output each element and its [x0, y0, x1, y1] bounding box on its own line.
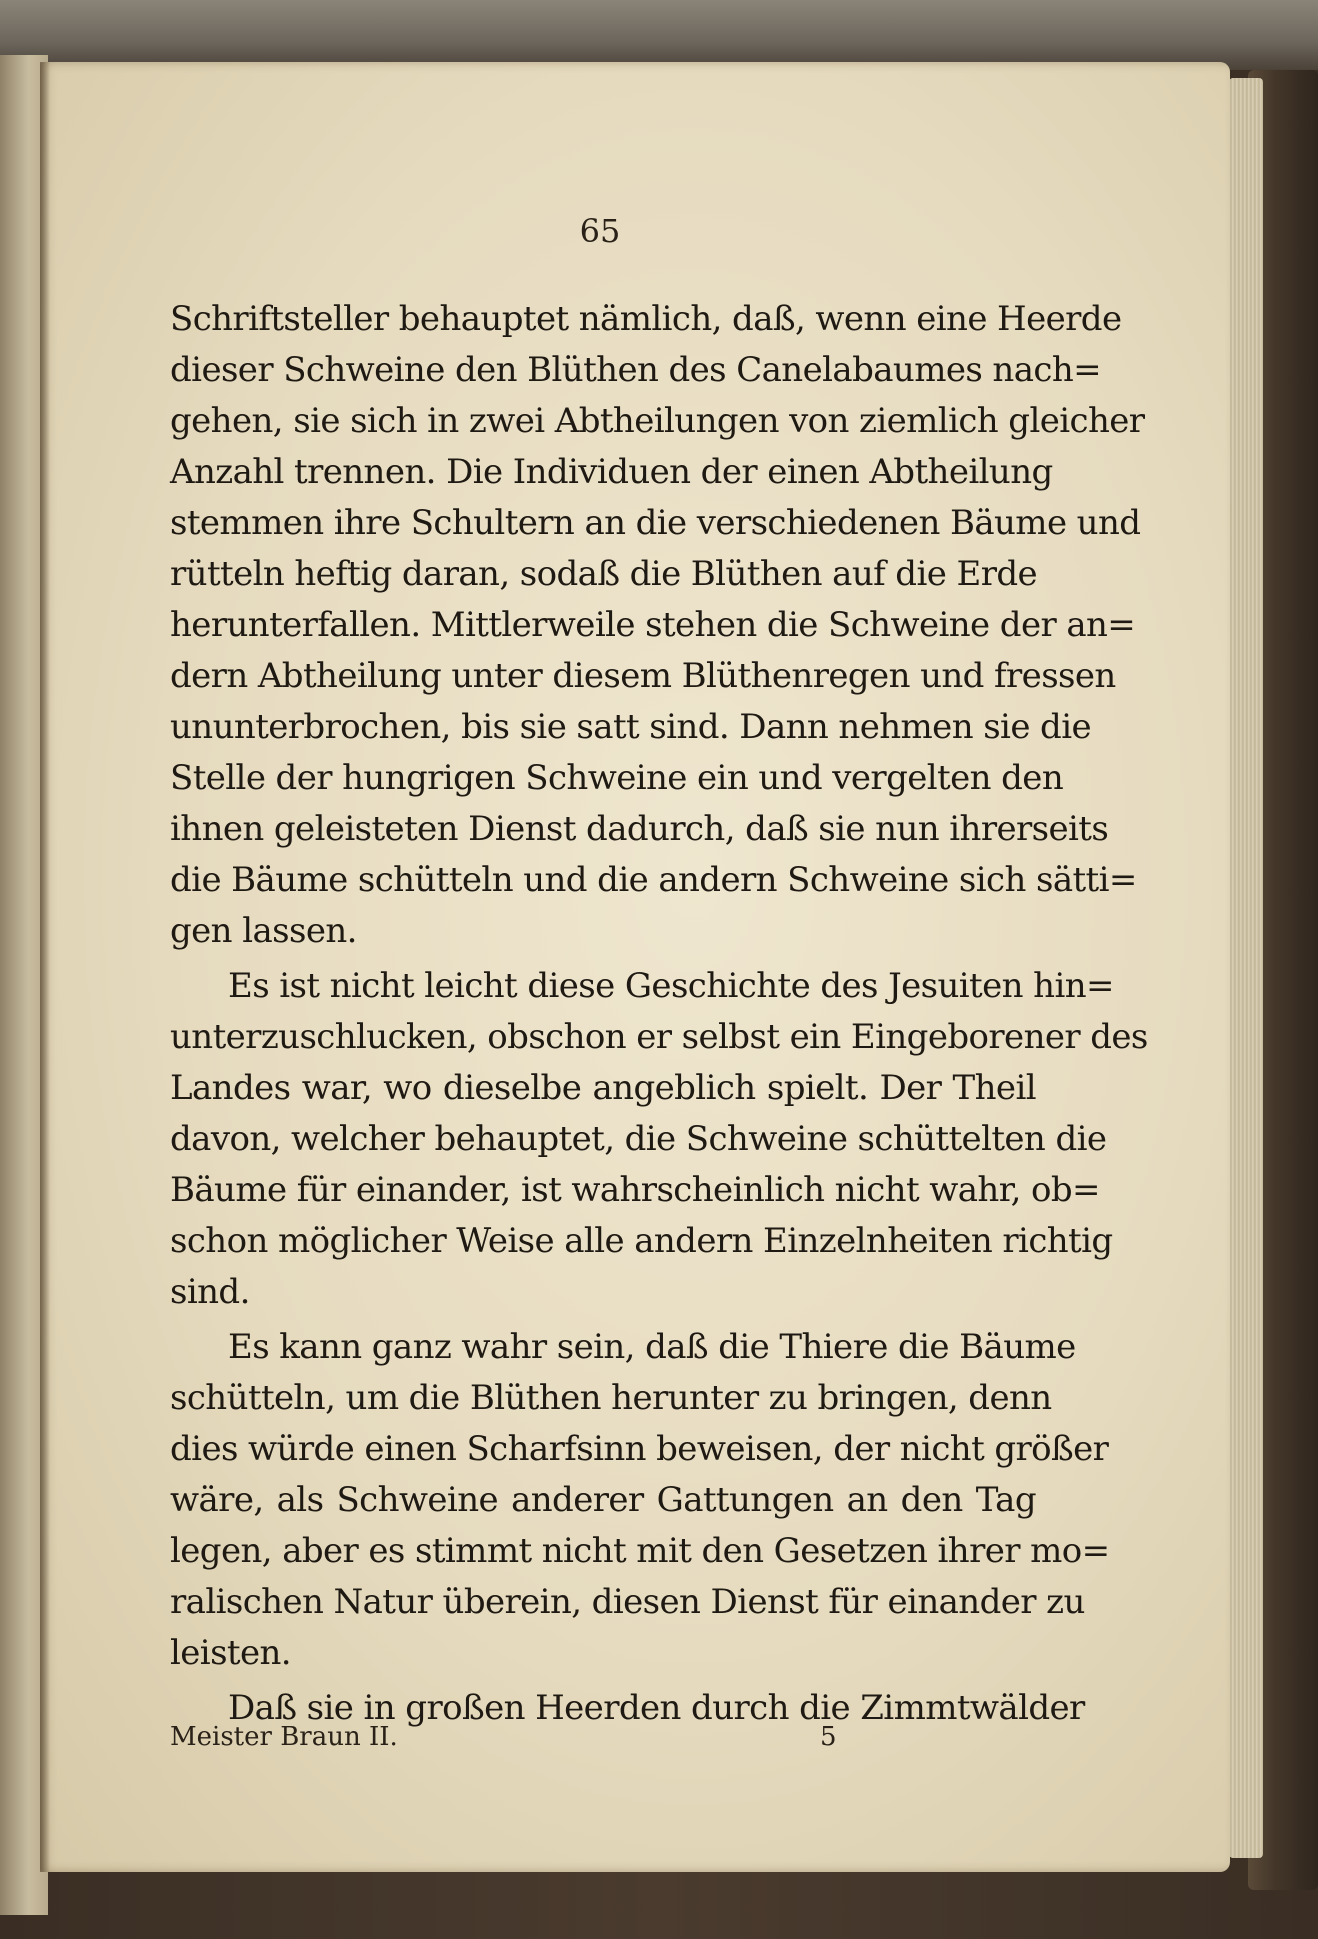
- book-page: [40, 62, 1230, 1872]
- text-line: rütteln heftig daran, sodaß die Blüthen auf die Erde: [170, 554, 1038, 594]
- page-gutter-shadow: [40, 62, 50, 1872]
- text-line: dieser Schweine den Blüthen des Canelabaumes nach=: [170, 350, 1102, 390]
- text-line: ununterbrochen, bis sie satt sind. Dann nehmen sie die: [170, 707, 1092, 747]
- text-line: Stelle der hungrigen Schweine ein und vergelten den: [170, 758, 1064, 798]
- text-line: schon möglicher Weise alle andern Einzelnheiten richtig: [170, 1221, 1113, 1261]
- text-line: Daß sie in großen Heerden durch die Zimmtwälder: [228, 1688, 1085, 1728]
- text-line: unterzuschlucken, obschon er selbst ein Eingeborener des: [170, 1017, 1148, 1057]
- text-line: Es ist nicht leicht diese Geschichte des Jesuiten hin=: [228, 966, 1114, 1006]
- text-line: leisten.: [170, 1633, 292, 1673]
- text-line: gen lassen.: [170, 911, 357, 951]
- footer-signature: Meister Braun II.: [170, 1722, 398, 1752]
- text-line: gehen, sie sich in zwei Abtheilungen von ziemlich gleicher: [170, 401, 1145, 441]
- text-line: die Bäume schütteln und die andern Schweine sich sätti=: [170, 860, 1137, 900]
- text-line: ralischen Natur überein, diesen Dienst für einander zu: [170, 1582, 1085, 1622]
- text-line: Landes war, wo dieselbe angeblich spielt. Der Theil: [170, 1068, 1036, 1108]
- text-line: Bäume für einander, ist wahrscheinlich nicht wahr, ob=: [170, 1170, 1100, 1210]
- text-line: Schriftsteller behauptet nämlich, daß, wenn eine Heerde: [170, 299, 1122, 339]
- text-line: stemmen ihre Schultern an die verschiedenen Bäume und: [170, 503, 1141, 543]
- text-line: sind.: [170, 1272, 250, 1312]
- text-line: legen, aber es stimmt nicht mit den Gesetzen ihrer mo=: [170, 1531, 1110, 1571]
- text-line: Anzahl trennen. Die Individuen der einen Abtheilung: [170, 452, 1053, 492]
- text-line: wäre, als Schweine anderer Gattungen an den Tag: [170, 1480, 1036, 1520]
- book-top-edge: [0, 0, 1318, 70]
- body-text: [170, 294, 1148, 1734]
- page-number: 65: [579, 212, 621, 250]
- text-line: ihnen geleisteten Dienst dadurch, daß sie nun ihrerseits: [170, 809, 1109, 849]
- text-line: herunterfallen. Mittlerweile stehen die Schweine der an=: [170, 605, 1136, 645]
- footer-sheet-number: 5: [820, 1722, 837, 1752]
- text-line: dies würde einen Scharfsinn beweisen, der nicht größer: [170, 1429, 1109, 1469]
- text-line: davon, welcher behauptet, die Schweine schüttelten die: [170, 1119, 1107, 1159]
- page-stack-edges: [1229, 78, 1263, 1858]
- text-line: dern Abtheilung unter diesem Blüthenregen und fressen: [170, 656, 1116, 696]
- text-line: Es kann ganz wahr sein, daß die Thiere die Bäume: [228, 1327, 1076, 1367]
- text-line: schütteln, um die Blüthen herunter zu bringen, denn: [170, 1378, 1052, 1418]
